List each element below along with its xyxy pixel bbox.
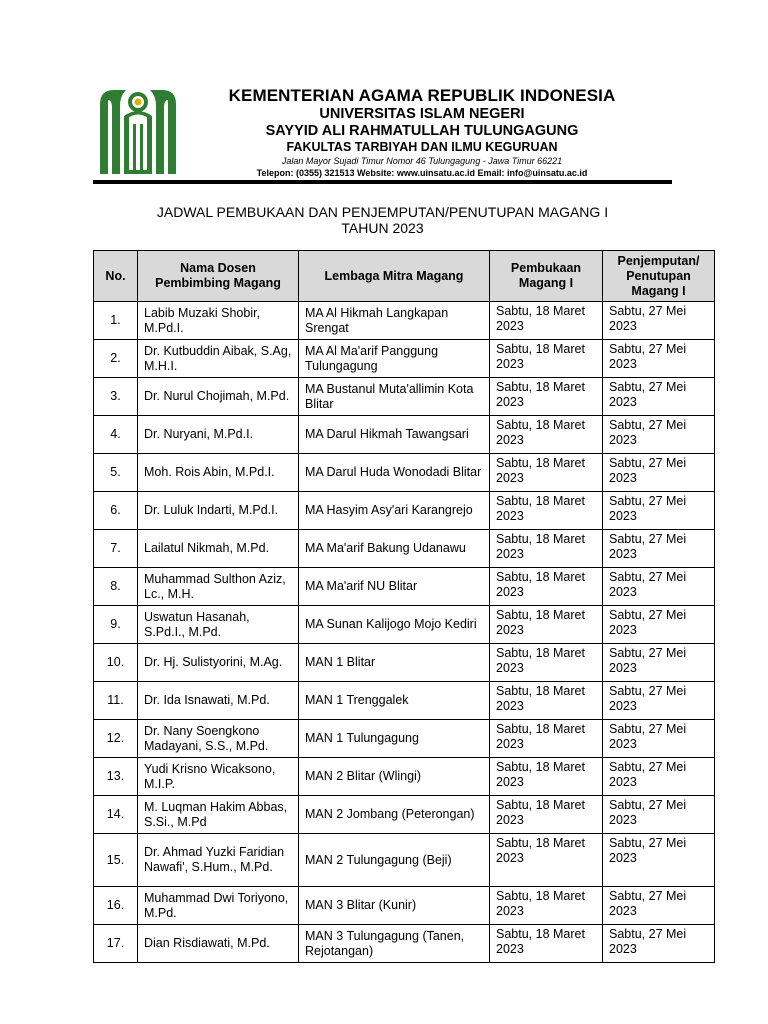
cell-no: 10. — [94, 644, 138, 682]
cell-penutupan: Sabtu, 27 Mei 2023 — [603, 796, 715, 834]
cell-penutupan: Sabtu, 27 Mei 2023 — [603, 416, 715, 454]
cell-nama: Yudi Krisno Wicaksono, M.I.P. — [138, 758, 299, 796]
cell-penutupan: Sabtu, 27 Mei 2023 — [603, 454, 715, 492]
cell-penutupan: Sabtu, 27 Mei 2023 — [603, 644, 715, 682]
cell-pembukaan: Sabtu, 18 Maret 2023 — [490, 492, 603, 530]
cell-nama: Muhammad Dwi Toriyono, M.Pd. — [138, 887, 299, 925]
table-row — [94, 454, 715, 492]
column-header-nama: Nama Dosen Pembimbing Magang — [138, 251, 299, 302]
cell-pembukaan: Sabtu, 18 Maret 2023 — [490, 302, 603, 340]
cell-pembukaan: Sabtu, 18 Maret 2023 — [490, 925, 603, 963]
cell-pembukaan: Sabtu, 18 Maret 2023 — [490, 340, 603, 378]
cell-pembukaan: Sabtu, 18 Maret 2023 — [490, 720, 603, 758]
column-header-penutupan: Penjemputan/ Penutupan Magang I — [603, 251, 715, 302]
cell-penutupan: Sabtu, 27 Mei 2023 — [603, 682, 715, 720]
cell-no: 14. — [94, 796, 138, 834]
cell-nama: Dr. Hj. Sulistyorini, M.Ag. — [138, 644, 299, 682]
cell-lembaga: MAN 2 Jombang (Peterongan) — [299, 796, 490, 834]
table-row — [94, 682, 715, 720]
cell-pembukaan: Sabtu, 18 Maret 2023 — [490, 834, 603, 887]
cell-pembukaan: Sabtu, 18 Maret 2023 — [490, 644, 603, 682]
cell-pembukaan: Sabtu, 18 Maret 2023 — [490, 454, 603, 492]
cell-nama: Uswatun Hasanah, S.Pd.I., M.Pd. — [138, 606, 299, 644]
cell-no: 11. — [94, 682, 138, 720]
table-row — [94, 302, 715, 340]
table-body — [94, 302, 715, 963]
table-row — [94, 720, 715, 758]
cell-penutupan: Sabtu, 27 Mei 2023 — [603, 834, 715, 887]
cell-no: 2. — [94, 340, 138, 378]
column-header-no: No. — [94, 251, 138, 302]
university-logo-icon — [98, 86, 178, 176]
table-row — [94, 644, 715, 682]
table-row — [94, 925, 715, 963]
cell-nama: Dr. Nuryani, M.Pd.I. — [138, 416, 299, 454]
cell-no: 17. — [94, 925, 138, 963]
document-title-line: JADWAL PEMBUKAAN DAN PENJEMPUTAN/PENUTUPAN MAGANG I — [156, 204, 609, 220]
cell-no: 15. — [94, 834, 138, 887]
column-header-lembaga: Lembaga Mitra Magang — [299, 251, 490, 302]
cell-lembaga: MAN 3 Tulungagung (Tanen, Rejotangan) — [299, 925, 490, 963]
cell-penutupan: Sabtu, 27 Mei 2023 — [603, 720, 715, 758]
cell-pembukaan: Sabtu, 18 Maret 2023 — [490, 758, 603, 796]
cell-nama: Moh. Rois Abin, M.Pd.I. — [138, 454, 299, 492]
cell-nama: Dr. Ida Isnawati, M.Pd. — [138, 682, 299, 720]
cell-pembukaan: Sabtu, 18 Maret 2023 — [490, 530, 603, 568]
cell-penutupan: Sabtu, 27 Mei 2023 — [603, 340, 715, 378]
cell-lembaga: MAN 3 Blitar (Kunir) — [299, 887, 490, 925]
table-row — [94, 530, 715, 568]
letterhead-contact: Telepon: (0355) 321513 Website: www.uinsatu.ac.id Email: info@uinsatu.ac.id — [256, 168, 588, 178]
cell-no: 12. — [94, 720, 138, 758]
cell-no: 6. — [94, 492, 138, 530]
cell-lembaga: MA Ma'arif Bakung Udanawu — [299, 530, 490, 568]
cell-nama: Dr. Nany Soengkono Madayani, S.S., M.Pd. — [138, 720, 299, 758]
cell-nama: Muhammad Sulthon Aziz, Lc., M.H. — [138, 568, 299, 606]
cell-lembaga: MA Hasyim Asy'ari Karangrejo — [299, 492, 490, 530]
cell-no: 1. — [94, 302, 138, 340]
table-row — [94, 568, 715, 606]
cell-lembaga: MA Darul Hikmah Tawangsari — [299, 416, 490, 454]
column-header-pembukaan: Pembukaan Magang I — [490, 251, 603, 302]
cell-lembaga: MAN 2 Blitar (Wlingi) — [299, 758, 490, 796]
cell-nama: Labib Muzaki Shobir, M.Pd.I. — [138, 302, 299, 340]
cell-lembaga: MA Al Ma'arif Panggung Tulungagung — [299, 340, 490, 378]
document-title — [93, 204, 672, 236]
table-row — [94, 834, 715, 887]
cell-lembaga: MAN 1 Tulungagung — [299, 720, 490, 758]
cell-lembaga: MA Darul Huda Wonodadi Blitar — [299, 454, 490, 492]
cell-penutupan: Sabtu, 27 Mei 2023 — [603, 492, 715, 530]
cell-lembaga: MA Bustanul Muta'allimin Kota Blitar — [299, 378, 490, 416]
cell-nama: Lailatul Nikmah, M.Pd. — [138, 530, 299, 568]
cell-pembukaan: Sabtu, 18 Maret 2023 — [490, 606, 603, 644]
table-row — [94, 340, 715, 378]
cell-pembukaan: Sabtu, 18 Maret 2023 — [490, 887, 603, 925]
cell-lembaga: MAN 2 Tulungagung (Beji) — [299, 834, 490, 887]
cell-no: 9. — [94, 606, 138, 644]
cell-nama: Dr. Kutbuddin Aibak, S.Ag, M.H.I. — [138, 340, 299, 378]
table-header-row — [94, 251, 715, 302]
cell-pembukaan: Sabtu, 18 Maret 2023 — [490, 568, 603, 606]
letterhead-faculty: FAKULTAS TARBIYAH DAN ILMU KEGURUAN — [286, 140, 558, 154]
cell-lembaga: MAN 1 Trenggalek — [299, 682, 490, 720]
cell-lembaga: MA Ma'arif NU Blitar — [299, 568, 490, 606]
cell-penutupan: Sabtu, 27 Mei 2023 — [603, 758, 715, 796]
letterhead-address: Jalan Mayor Sujadi Timur Nomor 46 Tulungagung - Jawa Timur 66221 — [281, 156, 563, 166]
cell-nama: Dian Risdiawati, M.Pd. — [138, 925, 299, 963]
cell-penutupan: Sabtu, 27 Mei 2023 — [603, 925, 715, 963]
cell-lembaga: MA Sunan Kalijogo Mojo Kediri — [299, 606, 490, 644]
cell-penutupan: Sabtu, 27 Mei 2023 — [603, 530, 715, 568]
cell-no: 13. — [94, 758, 138, 796]
cell-penutupan: Sabtu, 27 Mei 2023 — [603, 378, 715, 416]
cell-no: 8. — [94, 568, 138, 606]
letterhead-divider — [93, 180, 672, 184]
table-row — [94, 887, 715, 925]
schedule-table — [93, 250, 715, 963]
cell-nama: Dr. Nurul Chojimah, M.Pd. — [138, 378, 299, 416]
cell-nama: Dr. Luluk Indarti, M.Pd.I. — [138, 492, 299, 530]
cell-penutupan: Sabtu, 27 Mei 2023 — [603, 887, 715, 925]
cell-nama: M. Luqman Hakim Abbas, S.Si., M.Pd — [138, 796, 299, 834]
cell-nama: Dr. Ahmad Yuzki Faridian Nawafi', S.Hum., M.Pd. — [138, 834, 299, 887]
cell-no: 4. — [94, 416, 138, 454]
cell-no: 16. — [94, 887, 138, 925]
cell-no: 3. — [94, 378, 138, 416]
cell-no: 7. — [94, 530, 138, 568]
cell-pembukaan: Sabtu, 18 Maret 2023 — [490, 682, 603, 720]
table-row — [94, 796, 715, 834]
letterhead-university-name: SAYYID ALI RAHMATULLAH TULUNGAGUNG — [265, 123, 579, 139]
cell-pembukaan: Sabtu, 18 Maret 2023 — [490, 378, 603, 416]
table-row — [94, 492, 715, 530]
cell-no: 5. — [94, 454, 138, 492]
document-title-year: TAHUN 2023 — [341, 220, 424, 236]
table-row — [94, 378, 715, 416]
table-row — [94, 416, 715, 454]
cell-penutupan: Sabtu, 27 Mei 2023 — [603, 302, 715, 340]
letterhead-university: UNIVERSITAS ISLAM NEGERI — [319, 106, 525, 122]
cell-lembaga: MAN 1 Blitar — [299, 644, 490, 682]
cell-pembukaan: Sabtu, 18 Maret 2023 — [490, 796, 603, 834]
cell-pembukaan: Sabtu, 18 Maret 2023 — [490, 416, 603, 454]
table-row — [94, 606, 715, 644]
cell-lembaga: MA Al Hikmah Langkapan Srengat — [299, 302, 490, 340]
table-row — [94, 758, 715, 796]
cell-penutupan: Sabtu, 27 Mei 2023 — [603, 606, 715, 644]
letterhead — [200, 86, 644, 179]
letterhead-ministry: KEMENTERIAN AGAMA REPUBLIK INDONESIA — [228, 86, 616, 105]
cell-penutupan: Sabtu, 27 Mei 2023 — [603, 568, 715, 606]
